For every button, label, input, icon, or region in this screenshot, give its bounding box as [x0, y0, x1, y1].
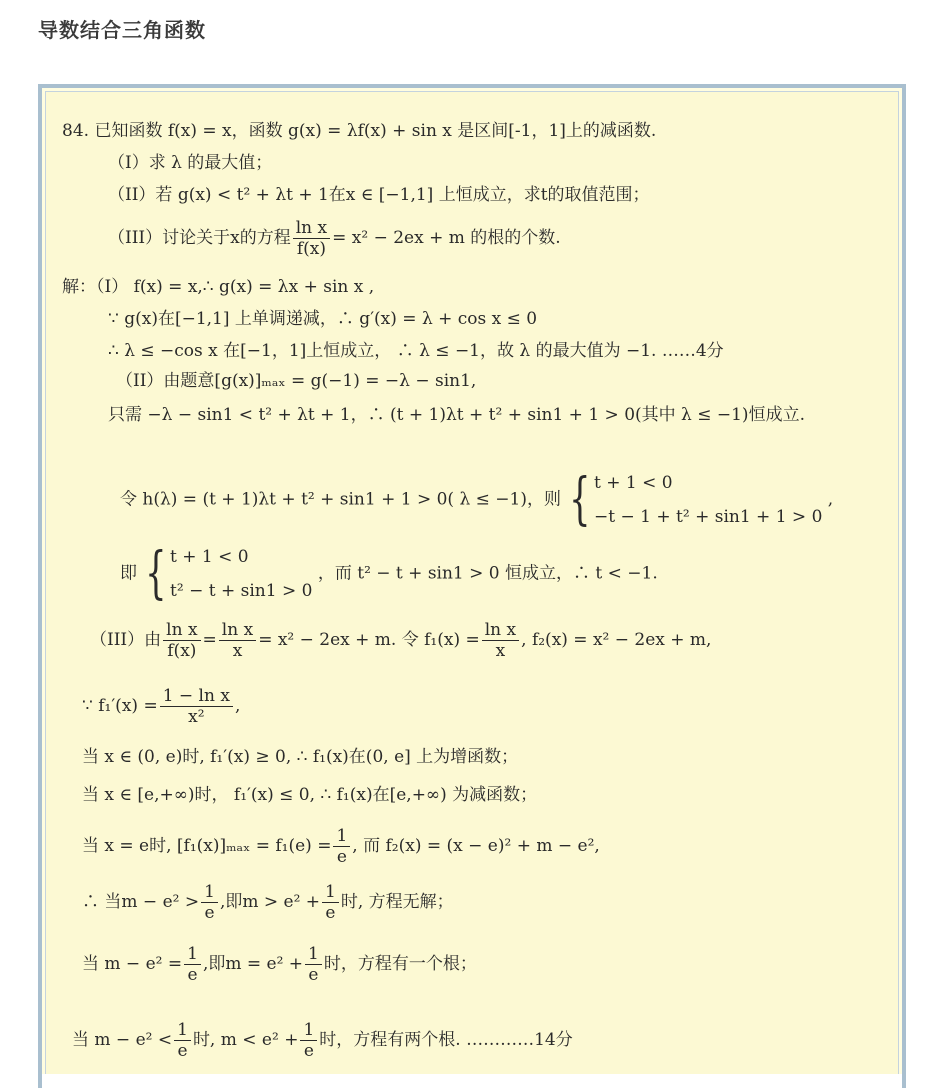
s13-fraction-2-denominator: e — [325, 903, 336, 923]
s7-brace: { — [145, 541, 167, 606]
question-intro: 84. 已知函数 f(x) = x，函数 g(x) = λf(x) + sin x 是区间[-1，1]上的减函数. — [62, 121, 657, 141]
s15-fraction-2-numerator: 1 — [300, 1020, 317, 1041]
q3-fraction-numerator: ln x — [293, 218, 330, 239]
s13-middle: ,即m > e² + — [219, 892, 321, 912]
s15-middle: 时, m < e² + — [192, 1030, 299, 1050]
s14-suffix: 时，方程有一个根； — [323, 954, 477, 974]
solution-line-11: 当 x ∈ [e,+∞)时， f₁′(x) ≤ 0, ∴ f₁(x)在[e,+∞) 为减函数； — [82, 785, 538, 805]
s8-fraction-1-denominator: f(x) — [167, 641, 197, 661]
solution-line-5: 只需 −λ − sin1 < t² + λt + 1，∴ (t + 1)λt + t² + sin1 + 1 > 0(其中 λ ≤ −1)恒成立. — [108, 405, 805, 425]
s12-fraction-denominator: e — [336, 847, 347, 867]
s8-fraction-1-numerator: ln x — [163, 620, 200, 641]
s15-fraction-1-denominator: e — [177, 1041, 188, 1061]
s8-fraction-3-numerator: ln x — [482, 620, 519, 641]
q3-fraction-denominator: f(x) — [296, 239, 326, 259]
s12-fraction-numerator: 1 — [333, 826, 350, 847]
solution-line-1: 解：（I） f(x) = x,∴ g(x) = λx + sin x , — [62, 277, 375, 297]
q3-suffix: = x² − 2ex + m 的根的个数. — [332, 228, 561, 248]
s6-brace: { — [569, 467, 591, 532]
s6-suffix: , — [827, 489, 834, 510]
s12-suffix: , 而 f₂(x) = (x − e)² + m − e², — [352, 836, 600, 856]
solution-line-9 — [82, 686, 240, 727]
s8-suffix: , f₂(x) = x² − 2ex + m, — [521, 630, 712, 650]
bottom-white-strip — [42, 1074, 902, 1088]
s6-prefix: 令 h(λ) = (t + 1)λt + t² + sin1 + 1 > 0( λ ≤ −1)，则 — [120, 489, 561, 510]
solution-line-12 — [82, 826, 600, 867]
solution-line-3: ∴ λ ≤ −cos x 在[−1，1]上恒成立， ∴ λ ≤ −1，故 λ 的最大值为 −1. ……4分 — [108, 341, 724, 361]
q3-fraction — [293, 218, 330, 259]
s15-fraction-1-numerator: 1 — [174, 1020, 191, 1041]
s8-fraction-2-denominator: x — [232, 641, 243, 661]
s13-fraction-1-denominator: e — [204, 903, 215, 923]
s14-fraction-2-numerator: 1 — [305, 944, 322, 965]
s6-system-row-1: t + 1 < 0 — [594, 473, 673, 493]
solution-line-6 — [120, 466, 833, 534]
s14-fraction-2 — [305, 944, 322, 985]
s9-fraction — [160, 686, 233, 727]
q3-prefix: （III）讨论关于x的方程 — [108, 228, 291, 248]
s15-fraction-1 — [174, 1020, 191, 1061]
s14-fraction-1-numerator: 1 — [184, 944, 201, 965]
s7-system-row-1: t + 1 < 0 — [170, 547, 249, 567]
s9-fraction-denominator: x² — [188, 707, 205, 727]
s7-prefix: 即 — [120, 563, 137, 584]
solution-line-4: （II）由题意[g(x)]ₘₐₓ = g(−1) = −λ − sin1, — [116, 371, 477, 391]
s8-fraction-2-numerator: ln x — [219, 620, 256, 641]
s13-fraction-2-numerator: 1 — [322, 882, 339, 903]
solution-line-15 — [72, 1020, 573, 1061]
s15-fraction-2 — [300, 1020, 317, 1061]
s13-prefix: ∴ 当m − e² > — [82, 892, 200, 912]
s8-equals: = — [202, 630, 217, 650]
s14-fraction-1-denominator: e — [187, 965, 198, 985]
solution-line-2: ∵ g(x)在[−1,1] 上单调递减，∴ g′(x) = λ + cos x ≤ 0 — [108, 309, 538, 329]
s12-fraction — [333, 826, 350, 867]
s8-fraction-3 — [482, 620, 519, 661]
solution-line-8 — [90, 620, 711, 661]
s14-prefix: 当 m − e² = — [82, 954, 183, 974]
s15-prefix: 当 m − e² < — [72, 1030, 173, 1050]
s8-middle: = x² − 2ex + m. 令 f₁(x) = — [258, 630, 480, 650]
s9-suffix: , — [234, 696, 241, 716]
question-part-3 — [108, 218, 561, 259]
s15-suffix: 时，方程有两个根. …………14分 — [319, 1030, 573, 1050]
question-part-2: （II）若 g(x) < t² + λt + 1在x ∈ [−1,1] 上恒成立，求t的取值范围； — [108, 185, 650, 205]
s14-fraction-2-denominator: e — [308, 965, 319, 985]
solution-line-7 — [120, 540, 658, 608]
s12-prefix: 当 x = e时, [f₁(x)]ₘₐₓ = f₁(e) = — [82, 836, 332, 856]
s6-system — [566, 466, 822, 534]
s13-fraction-1 — [201, 882, 218, 923]
s7-suffix: ，而 t² − t + sin1 > 0 恒成立，∴ t < −1. — [317, 563, 658, 584]
solution-line-13 — [82, 882, 454, 923]
s14-middle: ,即m = e² + — [202, 954, 304, 974]
s7-system — [142, 540, 312, 608]
s8-fraction-2 — [219, 620, 256, 661]
page-title: 导数结合三角函数 — [38, 18, 206, 42]
question-part-1: （I）求 λ 的最大值； — [108, 153, 273, 173]
solution-line-14 — [82, 944, 477, 985]
s8-fraction-3-denominator: x — [495, 641, 506, 661]
s8-prefix: （III）由 — [90, 630, 162, 650]
s9-fraction-numerator: 1 − ln x — [160, 686, 233, 707]
s7-system-row-2: t² − t + sin1 > 0 — [170, 581, 313, 601]
s9-prefix: ∵ f₁′(x) = — [82, 696, 158, 716]
s15-fraction-2-denominator: e — [303, 1041, 314, 1061]
s13-fraction-1-numerator: 1 — [201, 882, 218, 903]
s13-fraction-2 — [322, 882, 339, 923]
s14-fraction-1 — [184, 944, 201, 985]
s6-system-row-2: −t − 1 + t² + sin1 + 1 > 0 — [594, 507, 823, 527]
s8-fraction-1 — [163, 620, 200, 661]
solution-line-10: 当 x ∈ (0, e)时, f₁′(x) ≥ 0, ∴ f₁(x)在(0, e] 上为增函数； — [82, 747, 519, 767]
s13-suffix: 时, 方程无解； — [340, 892, 454, 912]
